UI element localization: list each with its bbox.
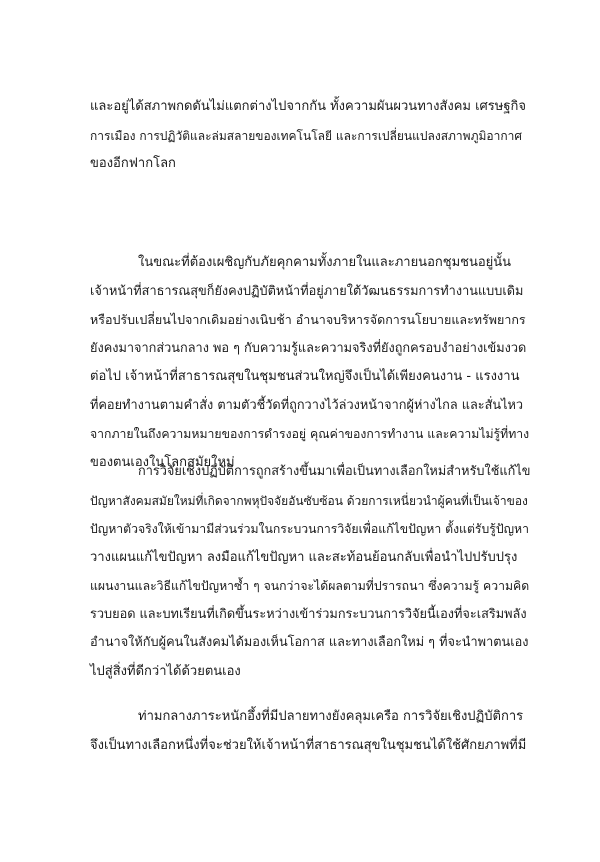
text-line: ของอีกฟากโลก bbox=[90, 156, 176, 171]
text-line: จึงเป็นทางเลือกหนึ่งที่จะช่วยให้เจ้าหน้าที่สาธารณสุขในชุมชนได้ใช้ศักยภาพที่มี bbox=[90, 737, 527, 753]
text-line: ยังคงมาจากส่วนกลาง พอ ๆ กับความรู้และความจริงที่ยังถูกครอบงำอย่างเข้มงวด bbox=[90, 340, 527, 356]
text-line-indented: ท่ามกลางภาระหนักอึ้งที่มีปลายทางยังคลุมเครือ การวิจัยเชิงปฏิบัติการ bbox=[138, 709, 524, 724]
text-line: รวบยอด และบทเรียนที่เกิดขึ้นระหว่างเข้าร่วมกระบวนการวิจัยนี้เองที่จะเสริมพลัง bbox=[90, 606, 527, 622]
paragraph-action-research bbox=[90, 458, 530, 686]
paragraph-community-health-workers bbox=[90, 249, 530, 477]
text-line-indented: การวิจัยเชิงปฏิบัติการถูกสร้างขึ้นมาเพื่อเป็นทางเลือกใหม่สำหรับใช้แก้ไข bbox=[138, 464, 531, 479]
paragraph-conclusion bbox=[90, 703, 530, 760]
paragraph-continuation bbox=[90, 93, 530, 179]
text-line: จากภายในถึงความหมายของการดำรงอยู่ คุณค่าของการทำงาน และความไม่รู้ที่ทาง bbox=[90, 427, 530, 441]
text-line: เจ้าหน้าที่สาธารณสุขก็ยังคงปฏิบัติหน้าที่อยู่ภายใต้วัฒนธรรมการทำงานแบบเดิม bbox=[90, 283, 524, 299]
text-line: ต่อไป เจ้าหน้าที่สาธารณสุขในชุมชนส่วนใหญ่จึงเป็นได้เพียงคนงาน - แรงงาน bbox=[90, 369, 520, 384]
text-line: อำนาจให้กับผู้คนในสังคมได้มองเห็นโอกาส และทางเลือกใหม่ ๆ ที่จะนำพาตนเอง bbox=[90, 635, 529, 650]
text-line: แผนงานและวิธีแก้ไขปัญหาซ้ำ ๆ จนกว่าจะได้ผลตามที่ปรารถนา ซึ่งความรู้ ความคิด bbox=[90, 579, 530, 593]
text-line: และอยู่ได้สภาพกดดันไม่แตกต่างไปจากกัน ทั้งความผันผวนทางสังคม เศรษฐกิจ bbox=[90, 99, 527, 114]
text-line: ปัญหาสังคมสมัยใหม่ที่เกิดจากพหุปัจจัยอันซับซ้อน ด้วยการเหนี่ยวนำผู้คนที่เป็นเจ้าของ bbox=[90, 493, 528, 508]
text-line: ของตนเองในโลกสมัยใหม่ bbox=[90, 454, 235, 470]
text-line: วางแผนแก้ไขปัญหา ลงมือแก้ไขปัญหา และสะท้อนย้อนกลับเพื่อนำไปปรับปรุง bbox=[90, 549, 518, 565]
text-line-indented: ในขณะที่ต้องเผชิญกับภัยคุกคามทั้งภายในและภายนอกชุมชนอยู่นั้น bbox=[138, 255, 512, 270]
text-line: ที่คอยทำงานตามคำสั่ง ตามตัวชี้วัดที่ถูกวางไว้ล่วงหน้าจากผู้ห่างไกล และสั่นไหว bbox=[90, 397, 524, 413]
text-line: ปัญหาตัวจริงให้เข้ามามีส่วนร่วมในกระบวนการวิจัยเพื่อแก้ไขปัญหา ตั้งแต่รับรู้ปัญหา bbox=[90, 522, 530, 536]
text-line: การเมือง การปฏิวัติและล่มสลายของเทคโนโลยี และการเปลี่ยนแปลงสภาพภูมิอากาศ bbox=[90, 128, 522, 143]
text-line: ไปสู่สิ่งที่ดีกว่าได้ด้วยตนเอง bbox=[90, 663, 241, 679]
text-line: หรือปรับเปลี่ยนไปจากเดิมอย่างเนิบช้า อำนาจบริหารจัดการนโยบายและทรัพยากร bbox=[90, 312, 526, 327]
